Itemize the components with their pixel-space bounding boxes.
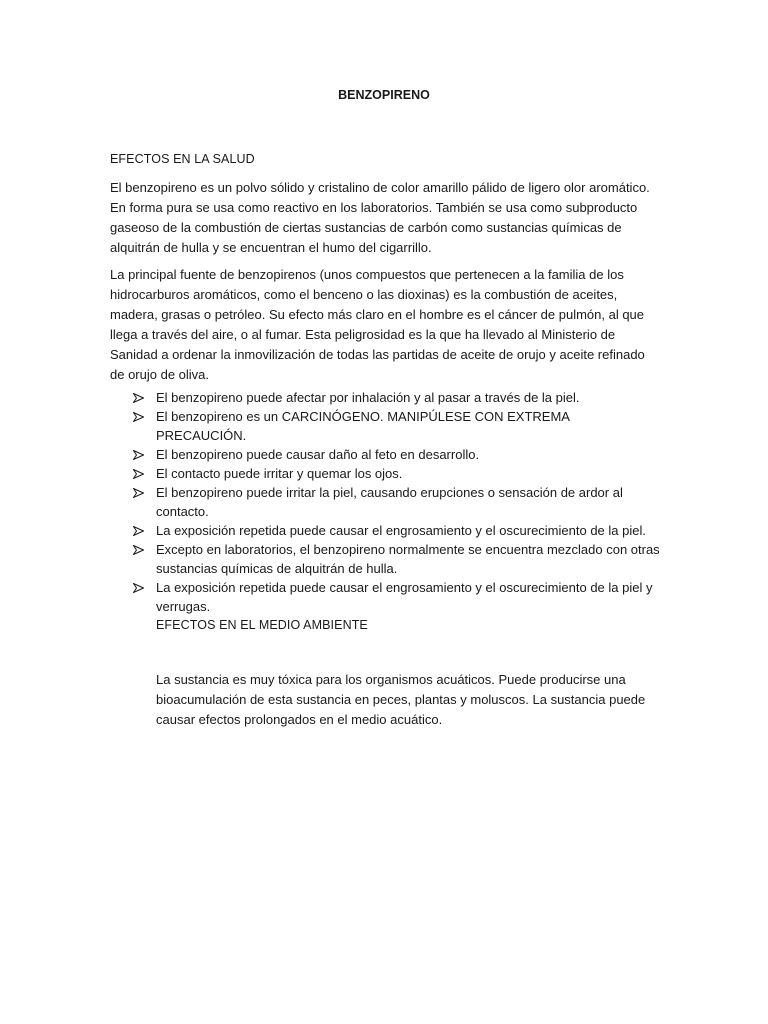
environment-effects-heading: EFECTOS EN EL MEDIO AMBIENTE: [156, 618, 368, 632]
health-effects-heading: EFECTOS EN LA SALUD: [110, 152, 255, 166]
arrowhead-bullet-icon: [133, 545, 144, 555]
environment-paragraph: La sustancia es muy tóxica para los organismos acuáticos. Puede producirse una bioacumulación de esta sustancia en peces, plantas y moluscos. La sustancia puede causar efectos prolongados en el medio acuático.: [156, 672, 646, 727]
list-item: [133, 483, 663, 521]
health-paragraph-1: El benzopireno es un polvo sólido y cristalino de color amarillo pálido de ligero olor aromático. En forma pura se usa como reactivo en los laboratorios. También se usa como subproducto gaseoso de la combustión de ciertas sustancias de carbón como sustancias químicas de alquitrán de hulla y se encuentran el humo del cigarrillo.: [110, 180, 650, 255]
list-item-text: El benzopireno es un CARCINÓGENO. MANIPÚLESE CON EXTREMA PRECAUCIÓN.: [156, 409, 570, 443]
list-item-text: El benzopireno puede irritar la piel, causando erupciones o sensación de ardor al contacto.: [156, 485, 623, 519]
health-effects-list: [133, 388, 663, 616]
arrowhead-bullet-icon: [133, 450, 144, 460]
list-item-text: La exposición repetida puede causar el engrosamiento y el oscurecimiento de la piel.: [156, 523, 646, 538]
health-paragraph-2: La principal fuente de benzopirenos (unos compuestos que pertenecen a la familia de los hidrocarburos aromáticos, como el benceno o las dioxinas) es la combustión de aceites, madera, grasas o petróleo. Su efecto más claro en el hombre es el cáncer de pulmón, al que llega a través del aire, o al fumar. Esta peligrosidad es la que ha llevado al Ministerio de Sanidad a ordenar la inmovilización de todas las partidas de aceite de orujo y aceite refinado de orujo de oliva.: [110, 267, 645, 382]
list-item: [133, 388, 663, 407]
list-item-text: El contacto puede irritar y quemar los ojos.: [156, 466, 403, 481]
list-item-text: La exposición repetida puede causar el engrosamiento y el oscurecimiento de la piel y verrugas.: [156, 580, 653, 614]
arrowhead-bullet-icon: [133, 412, 144, 422]
arrowhead-bullet-icon: [133, 526, 144, 536]
list-item: [133, 445, 663, 464]
list-item: [133, 464, 663, 483]
arrowhead-bullet-icon: [133, 393, 144, 403]
list-item-text: El benzopireno puede afectar por inhalación y al pasar a través de la piel.: [156, 390, 580, 405]
list-item: [133, 578, 663, 616]
arrowhead-bullet-icon: [133, 583, 144, 593]
list-item: [133, 540, 663, 578]
arrowhead-bullet-icon: [133, 488, 144, 498]
list-item: [133, 521, 663, 540]
list-item-text: Excepto en laboratorios, el benzopireno normalmente se encuentra mezclado con otras sustancias químicas de alquitrán de hulla.: [156, 542, 660, 576]
list-item-text: El benzopireno puede causar daño al feto en desarrollo.: [156, 447, 480, 462]
list-item: [133, 407, 663, 445]
document-title: BENZOPIRENO: [338, 88, 430, 102]
arrowhead-bullet-icon: [133, 469, 144, 479]
